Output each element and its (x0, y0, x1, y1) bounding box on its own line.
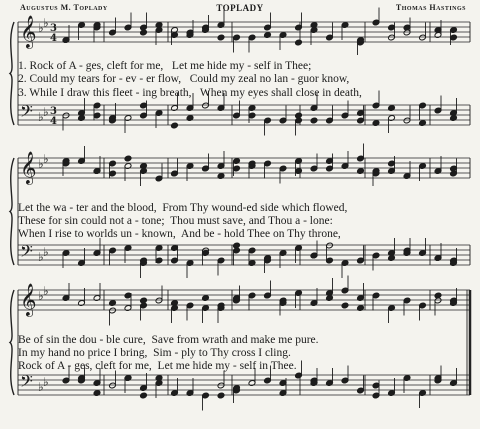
bass-clef-icon: 𝄢 (20, 371, 33, 395)
note-head-icon (310, 252, 318, 259)
staff (18, 245, 470, 265)
brace-icon (10, 22, 14, 125)
staff (18, 105, 470, 125)
time-signature-icon: 4 (50, 116, 57, 127)
lyric-line: Be of sin the dou - ble cure, Save from wrath and make me pure. (18, 334, 319, 346)
note-head-icon (357, 257, 365, 264)
note-head-icon (310, 117, 318, 124)
note-head-icon (202, 165, 210, 172)
composer-credit: Thomas Hastings (395, 3, 466, 12)
lyric-line: In my hand no price I bring, Sim - ply to Thy cross I cling. (18, 347, 291, 359)
flat-icon: ♭ (38, 110, 44, 124)
brace-icon (10, 158, 14, 265)
flat-icon: ♭ (38, 250, 44, 264)
flat-icon: ♭ (43, 284, 49, 298)
lyric-line: Let the wa - ter and the blood, From Thy wound-ed side which flowed, (18, 202, 348, 214)
flat-icon: ♭ (38, 289, 44, 303)
flat-icon: ♭ (43, 375, 49, 389)
treble-clef-icon: 𝄞 (20, 283, 37, 316)
note-head-icon (434, 292, 442, 299)
staff (18, 158, 470, 178)
flat-icon: ♭ (38, 157, 44, 171)
note-head-icon (295, 112, 303, 119)
note-head-icon (171, 170, 179, 177)
note-head-icon (233, 242, 241, 249)
lyric-line: Rock of A - ges, cleft for me, Let me hide my - self in Thee. (18, 360, 297, 372)
time-signature-icon: 3 (50, 23, 57, 34)
lyric-line: 2. Could my tears for - ev - er flow, Could my zeal no lan - guor know, (18, 73, 350, 85)
flat-icon: ♭ (43, 16, 49, 30)
tune-name: TOPLADY (216, 3, 264, 13)
note-head-icon (140, 29, 148, 36)
bass-clef-icon: 𝄢 (20, 241, 33, 265)
lyric-line: 1. Rock of A - ges, cleft for me, Let me hide my - self in Thee; (18, 60, 312, 72)
time-signature-icon: 3 (50, 106, 57, 117)
brace-icon (10, 290, 14, 395)
lyric-line: 3. While I draw this fleet - ing breath, When my eyes shall close in death, (18, 87, 362, 99)
note-head-icon (124, 155, 132, 162)
flat-icon: ♭ (38, 380, 44, 394)
lyric-line: When I rise to worlds un - known, And be - hold Thee on Thy throne, (18, 228, 341, 240)
flat-icon: ♭ (43, 152, 49, 166)
staff (18, 290, 470, 310)
time-signature-icon: 4 (50, 33, 57, 44)
note-head-icon (140, 297, 148, 304)
flat-icon: ♭ (43, 105, 49, 119)
bass-clef-icon: 𝄢 (20, 101, 33, 125)
lyric-line: These for sin could not a - tone; Thou must save, and Thou a - lone: (18, 215, 333, 227)
flat-icon: ♭ (38, 21, 44, 35)
note-head-icon (140, 392, 148, 399)
note-head-icon (171, 122, 179, 129)
staff (18, 375, 470, 395)
note-head-icon (295, 39, 303, 46)
lyricist-credit: Augustus M. Toplady (20, 3, 108, 12)
treble-clef-icon: 𝄞 (20, 15, 37, 48)
note-head-icon (341, 302, 349, 309)
note-head-icon (217, 392, 225, 399)
note-head-icon (217, 34, 225, 41)
staff (18, 22, 470, 42)
note-head-icon (264, 292, 272, 299)
treble-clef-icon: 𝄞 (20, 151, 37, 184)
flat-icon: ♭ (43, 245, 49, 259)
